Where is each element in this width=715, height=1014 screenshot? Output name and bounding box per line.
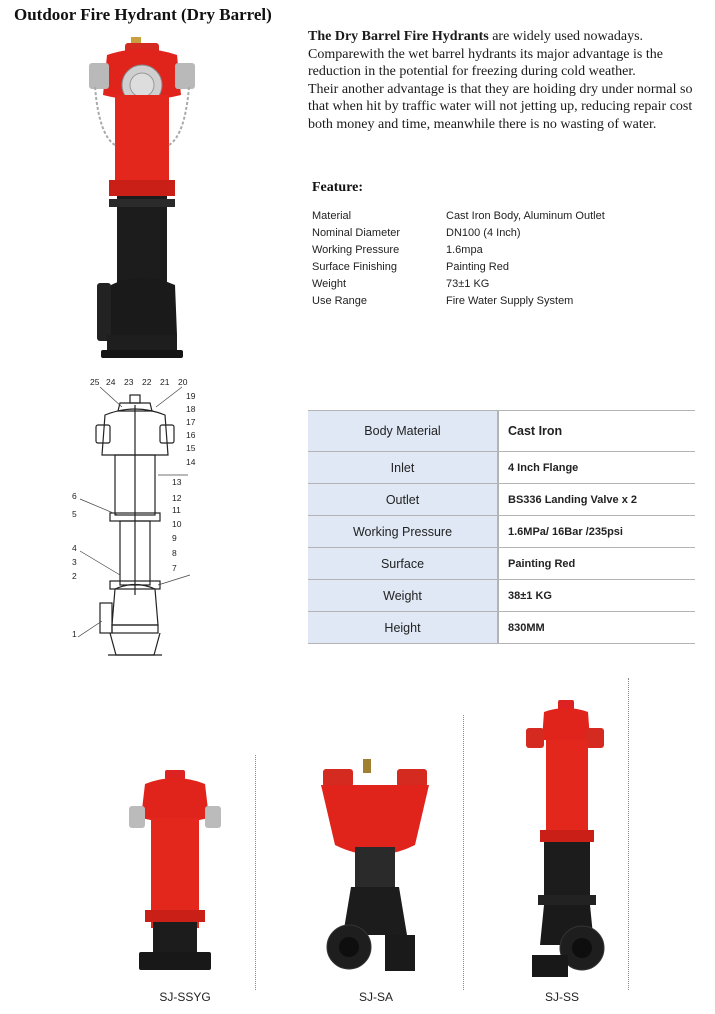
diagram-part-label: 19: [186, 391, 196, 401]
diagram-part-label: 21: [160, 377, 170, 387]
dry-barrel-hydrant-photo: [85, 35, 200, 360]
intro-lead: The Dry Barrel Fire Hydrants: [308, 29, 489, 44]
page-title: Outdoor Fire Hydrant (Dry Barrel): [14, 5, 272, 24]
diagram-part-label: 22: [142, 377, 152, 387]
spec-row: [308, 548, 695, 580]
diagram-part-label: 8: [172, 548, 177, 558]
diagram-part-label: 1: [72, 629, 77, 639]
feature-value: Fire Water Supply System: [446, 295, 574, 307]
diagram-part-label: 25: [90, 377, 100, 387]
spec-row: [308, 612, 695, 644]
spec-label: Surface: [308, 548, 498, 580]
feature-label: Nominal Diameter: [312, 227, 401, 239]
spec-label: Inlet: [308, 452, 498, 484]
spec-table: [308, 410, 695, 644]
diagram-part-label: 7: [172, 563, 177, 573]
sj-ss-hydrant-photo: [520, 700, 620, 980]
diagram-part-label: 10: [172, 519, 182, 529]
caption-sj-ss: SJ-SS: [544, 990, 579, 1004]
feature-label: Material: [312, 210, 352, 222]
diagram-part-label: 16: [186, 430, 196, 440]
spec-row: [308, 411, 695, 452]
sj-sa-hydrant-photo: [315, 755, 435, 975]
diagram-part-label: 20: [178, 377, 188, 387]
spec-row: [308, 452, 695, 484]
caption-sj-sa: SJ-SA: [358, 990, 393, 1004]
spec-value: 38±1 KG: [498, 580, 695, 612]
feature-list: [312, 210, 605, 312]
intro-text: [308, 28, 708, 134]
feature-row: [312, 295, 605, 312]
feature-value: Painting Red: [446, 261, 509, 273]
feature-heading: Feature:: [312, 180, 364, 195]
spec-value: 1.6MPa/ 16Bar /235psi: [498, 516, 695, 548]
spec-label: Height: [308, 612, 498, 644]
spec-label: Body Material: [308, 411, 498, 452]
spec-row: [308, 580, 695, 612]
intro-rest: are widely used nowadays. Comparewith the wet barrel hydrants its major advantage is the reduction in the potential for freezing during cold weather.: [308, 29, 663, 80]
diagram-part-label: 4: [72, 543, 77, 553]
spec-row: [308, 516, 695, 548]
diagram-part-label: 9: [172, 533, 177, 543]
feature-row: [312, 261, 605, 278]
intro-para2: Their another advantage is that they are hoiding dry under normal so that when hit by traffic water will not jetting up, reducing repair cost both money and time, meanwhile there is no wasting of water.: [308, 81, 693, 132]
caption-sj-ssyg: SJ-SSYG: [159, 990, 211, 1004]
diagram-part-label: 12: [172, 493, 182, 503]
spec-value: Cast Iron: [498, 411, 695, 452]
feature-row: [312, 278, 605, 295]
feature-label: Weight: [312, 278, 347, 290]
feature-value: DN100 (4 Inch): [446, 227, 521, 239]
feature-row: [312, 210, 605, 227]
spec-value: 830MM: [498, 612, 695, 644]
feature-value: 1.6mpa: [446, 244, 483, 256]
spec-value: Painting Red: [498, 548, 695, 580]
diagram-part-label: 18: [186, 404, 196, 414]
diagram-part-label: 6: [72, 491, 77, 501]
diagram-part-label: 14: [186, 457, 196, 467]
feature-label: Working Pressure: [312, 244, 400, 256]
feature-label: Use Range: [312, 295, 368, 307]
diagram-part-label: 15: [186, 443, 196, 453]
spec-value: BS336 Landing Valve x 2: [498, 484, 695, 516]
diagram-part-label: 11: [172, 505, 181, 515]
diagram-part-label: 24: [106, 377, 116, 387]
spec-label: Working Pressure: [308, 516, 498, 548]
spec-value: 4 Inch Flange: [498, 452, 695, 484]
diagram-part-label: 5: [72, 509, 77, 519]
feature-label: Surface Finishing: [312, 261, 397, 273]
spec-label: Weight: [308, 580, 498, 612]
diagram-part-label: 3: [72, 557, 77, 567]
diagram-part-label: 23: [124, 377, 134, 387]
spec-label: Outlet: [308, 484, 498, 516]
diagram-part-label: 13: [172, 477, 182, 487]
diagram-part-label: 17: [186, 417, 196, 427]
sj-ssyg-hydrant-photo: [125, 770, 225, 975]
feature-row: [312, 227, 605, 244]
hydrant-parts-diagram: [60, 375, 210, 665]
spec-row: [308, 484, 695, 516]
diagram-part-label: 2: [72, 571, 77, 581]
feature-row: [312, 244, 605, 261]
feature-value: Cast Iron Body, Aluminum Outlet: [446, 210, 605, 222]
feature-value: 73±1 KG: [446, 278, 490, 290]
